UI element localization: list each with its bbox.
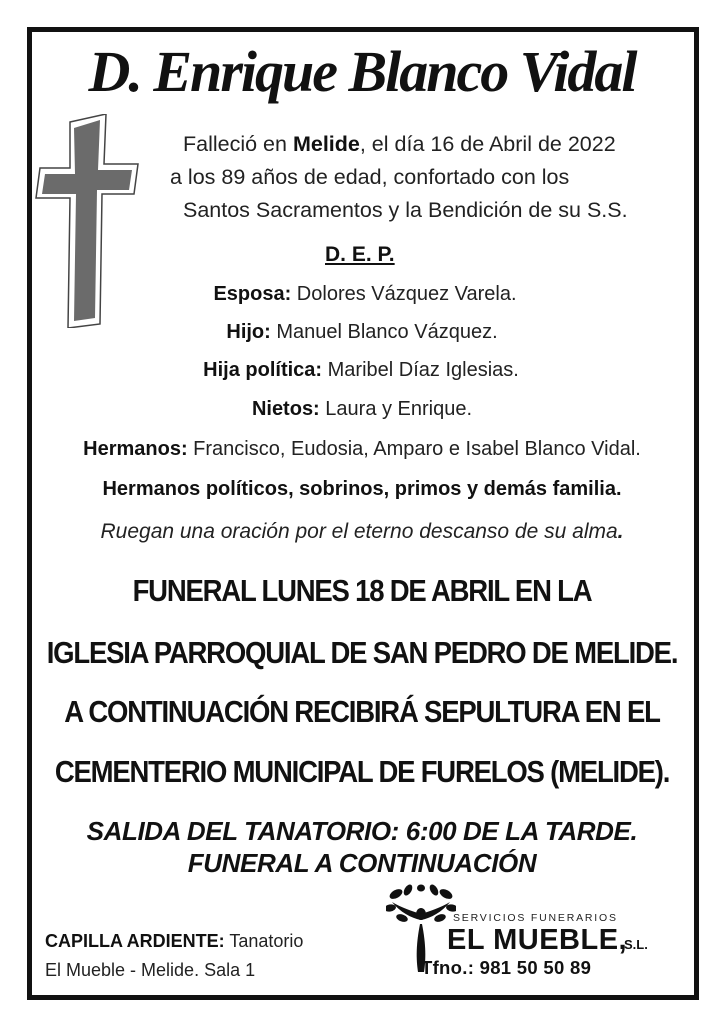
family-names: Laura y Enrique. [319, 398, 473, 420]
family-son [0, 321, 724, 344]
death-date: , el día 16 de Abril de 2022 [359, 132, 616, 156]
company-subtitle: SERVICIOS FUNERARIOS [453, 912, 618, 924]
dep-heading: D. E. P. [325, 243, 395, 266]
intro-text: Falleció en [183, 132, 293, 156]
family-grandchildren [0, 398, 724, 421]
chapel-line-2: El Mueble - Melide. Sala 1 [45, 960, 256, 980]
company-phone: Tfno.: 981 50 50 89 [421, 957, 592, 978]
family-names: Maribel Díaz Iglesias. [322, 359, 519, 381]
funeral-line-3: A CONTINUACIÓN RECIBIRÁ SEPULTURA EN EL [64, 694, 660, 729]
chapel-line-1 [45, 927, 303, 956]
family-role: Esposa: [213, 283, 292, 305]
family-spouse [3, 283, 724, 306]
prayer-line [0, 520, 724, 544]
company-name: EL MUEBLE, [447, 924, 628, 956]
company-suffix: S.L. [624, 937, 648, 952]
family-names: Francisco, Eudosia, Amparo e Isabel Blanco Vidal. [187, 438, 641, 460]
family-role: Nietos: [251, 398, 320, 420]
family-role: Hijo: [226, 321, 271, 343]
death-place: Melide [292, 132, 360, 156]
departure-line-1: SALIDA DEL TANATORIO: 6:00 DE LA TARDE. [86, 816, 638, 846]
departure-line-2: FUNERAL A CONTINUACIÓN [187, 848, 537, 878]
chapel-label: CAPILLA ARDIENTE: [45, 931, 225, 951]
deceased-name: D. Enrique Blanco Vidal [88, 39, 636, 104]
chapel-venue: Tanatorio [224, 931, 304, 951]
prayer-end: . [617, 520, 624, 543]
intro-line-2: a los 89 años de edad, confortado con los [170, 165, 570, 189]
family-names: Dolores Vázquez Varela. [291, 283, 517, 305]
intro-line-1 [150, 128, 670, 161]
funeral-line-2: IGLESIA PARROQUIAL DE SAN PEDRO DE MELIDE. [46, 635, 678, 670]
family-role: Hermanos: [83, 438, 188, 460]
family-names: Manuel Blanco Vázquez. [270, 321, 498, 343]
intro-line-3: Santos Sacramentos y la Bendición de su S.S. [183, 198, 628, 222]
chapel-info [45, 927, 303, 985]
prayer-text: Ruegan una oración por el eterno descanso de su alma [100, 520, 618, 543]
family-extended: Hermanos políticos, sobrinos, primos y demás familia. [102, 478, 622, 500]
family-role: Hija política: [203, 359, 323, 381]
death-announcement [150, 128, 670, 227]
family-siblings [0, 438, 724, 461]
funeral-line-1: FUNERAL LUNES 18 DE ABRIL EN LA [132, 573, 592, 608]
funeral-line-4: CEMENTERIO MUNICIPAL DE FURELOS (MELIDE). [54, 754, 670, 789]
family-daughter-in-law [0, 359, 723, 382]
